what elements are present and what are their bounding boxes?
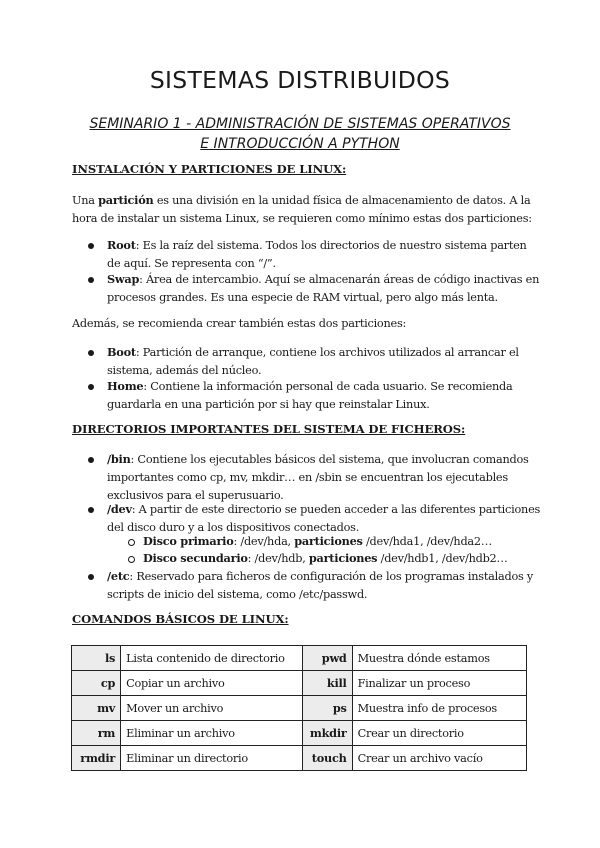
list-item-home: Home: Contiene la información personal de cada usuario. Se recomienda guardarla en una partición por si hay que reinstalar Linux. [107, 379, 513, 411]
command-cell: ls [72, 646, 121, 671]
description-cell: Eliminar un directorio [121, 746, 303, 771]
sub-item-disco-primario: Disco primario: /dev/hda, particiones /dev/hda1, /dev/hda2… [143, 534, 492, 548]
list-item-swap: Swap: Área de intercambio. Aquí se almacenarán áreas de código inactivas en procesos grandes. Es una especie de RAM virtual, pero algo más lenta. [107, 272, 540, 304]
command-cell: rm [72, 721, 121, 746]
description-cell: Muestra dónde estamos [352, 646, 526, 671]
paragraph-partition-intro: Una partición es una división en la unidad física de almacenamiento de datos. A la hora de instalar un sistema Linux, se requieren como mínimo estas dos particiones: [72, 193, 532, 225]
bullet-icon [88, 457, 94, 463]
command-cell: pwd [303, 646, 352, 671]
command-cell: mv [72, 696, 121, 721]
sub-item-disco-secundario: Disco secundario: /dev/hdb, particiones /dev/hdb1, /dev/hdb2… [143, 551, 508, 565]
bullet-icon [88, 350, 94, 356]
heading-installation: INSTALACIÓN Y PARTICIONES DE LINUX: [72, 162, 347, 176]
subtitle-line-2: E INTRODUCCIÓN A PYTHON [200, 136, 400, 152]
bullet-icon [88, 507, 94, 513]
list-item-root: Root: Es la raíz del sistema. Todos los directorios de nuestro sistema parten de aquí. Se representa con “/”. [107, 238, 527, 270]
term-boot: Boot [107, 345, 136, 359]
description-cell: Crear un archivo vacío [352, 746, 526, 771]
table-row [72, 671, 527, 696]
description-cell: Finalizar un proceso [352, 671, 526, 696]
term-root: Root [107, 238, 136, 252]
paragraph-also: Además, se recomienda crear también estas dos particiones: [72, 317, 407, 330]
circle-bullet-icon [128, 556, 135, 563]
command-cell: kill [303, 671, 352, 696]
list-item-bin: /bin: Contiene los ejecutables básicos del sistema, que involucran comandos importantes como cp, mv, mkdir… en /sbin se encuentran los ejecutables exclusivos para el superusuario. [107, 452, 529, 502]
term-particion: partición [98, 193, 154, 207]
description-cell: Lista contenido de directorio [121, 646, 303, 671]
table-row [72, 746, 527, 771]
list-item-boot: Boot: Partición de arranque, contiene los archivos utilizados al arrancar el sistema, además del núcleo. [107, 345, 519, 377]
page-title: SISTEMAS DISTRIBUIDOS [149, 66, 451, 94]
bullet-icon [88, 243, 94, 249]
term-home: Home [107, 379, 144, 393]
description-cell: Copiar un archivo [121, 671, 303, 696]
command-cell: mkdir [303, 721, 352, 746]
term-etc: /etc [107, 569, 130, 583]
subtitle-line-1: SEMINARIO 1 - ADMINISTRACIÓN DE SISTEMAS OPERATIVOS [89, 116, 511, 132]
description-cell: Crear un directorio [352, 721, 526, 746]
description-cell: Muestra info de procesos [352, 696, 526, 721]
term-swap: Swap [107, 272, 140, 286]
table-row [72, 646, 527, 671]
description-cell: Eliminar un archivo [121, 721, 303, 746]
page-subtitle [60, 114, 540, 154]
table-row [72, 721, 527, 746]
table-row [72, 696, 527, 721]
bullet-icon [88, 574, 94, 580]
commands-table [71, 645, 527, 771]
command-cell: touch [303, 746, 352, 771]
command-cell: rmdir [72, 746, 121, 771]
bullet-icon [88, 384, 94, 390]
heading-directories: DIRECTORIOS IMPORTANTES DEL SISTEMA DE FICHEROS: [72, 422, 466, 436]
command-cell: cp [72, 671, 121, 696]
circle-bullet-icon [128, 539, 135, 546]
heading-commands: COMANDOS BÁSICOS DE LINUX: [72, 612, 289, 626]
term-dev: /dev [107, 502, 132, 516]
list-item-dev: /dev: A partir de este directorio se pueden acceder a las diferentes particiones del disco duro y a los dispositivos conectados. [107, 502, 541, 534]
description-cell: Mover un archivo [121, 696, 303, 721]
term-bin: /bin [107, 452, 131, 466]
list-item-etc: /etc: Reservado para ficheros de configuración de los programas instalados y scripts de inicio del sistema, como /etc/passwd. [107, 569, 534, 601]
bullet-icon [88, 277, 94, 283]
command-cell: ps [303, 696, 352, 721]
